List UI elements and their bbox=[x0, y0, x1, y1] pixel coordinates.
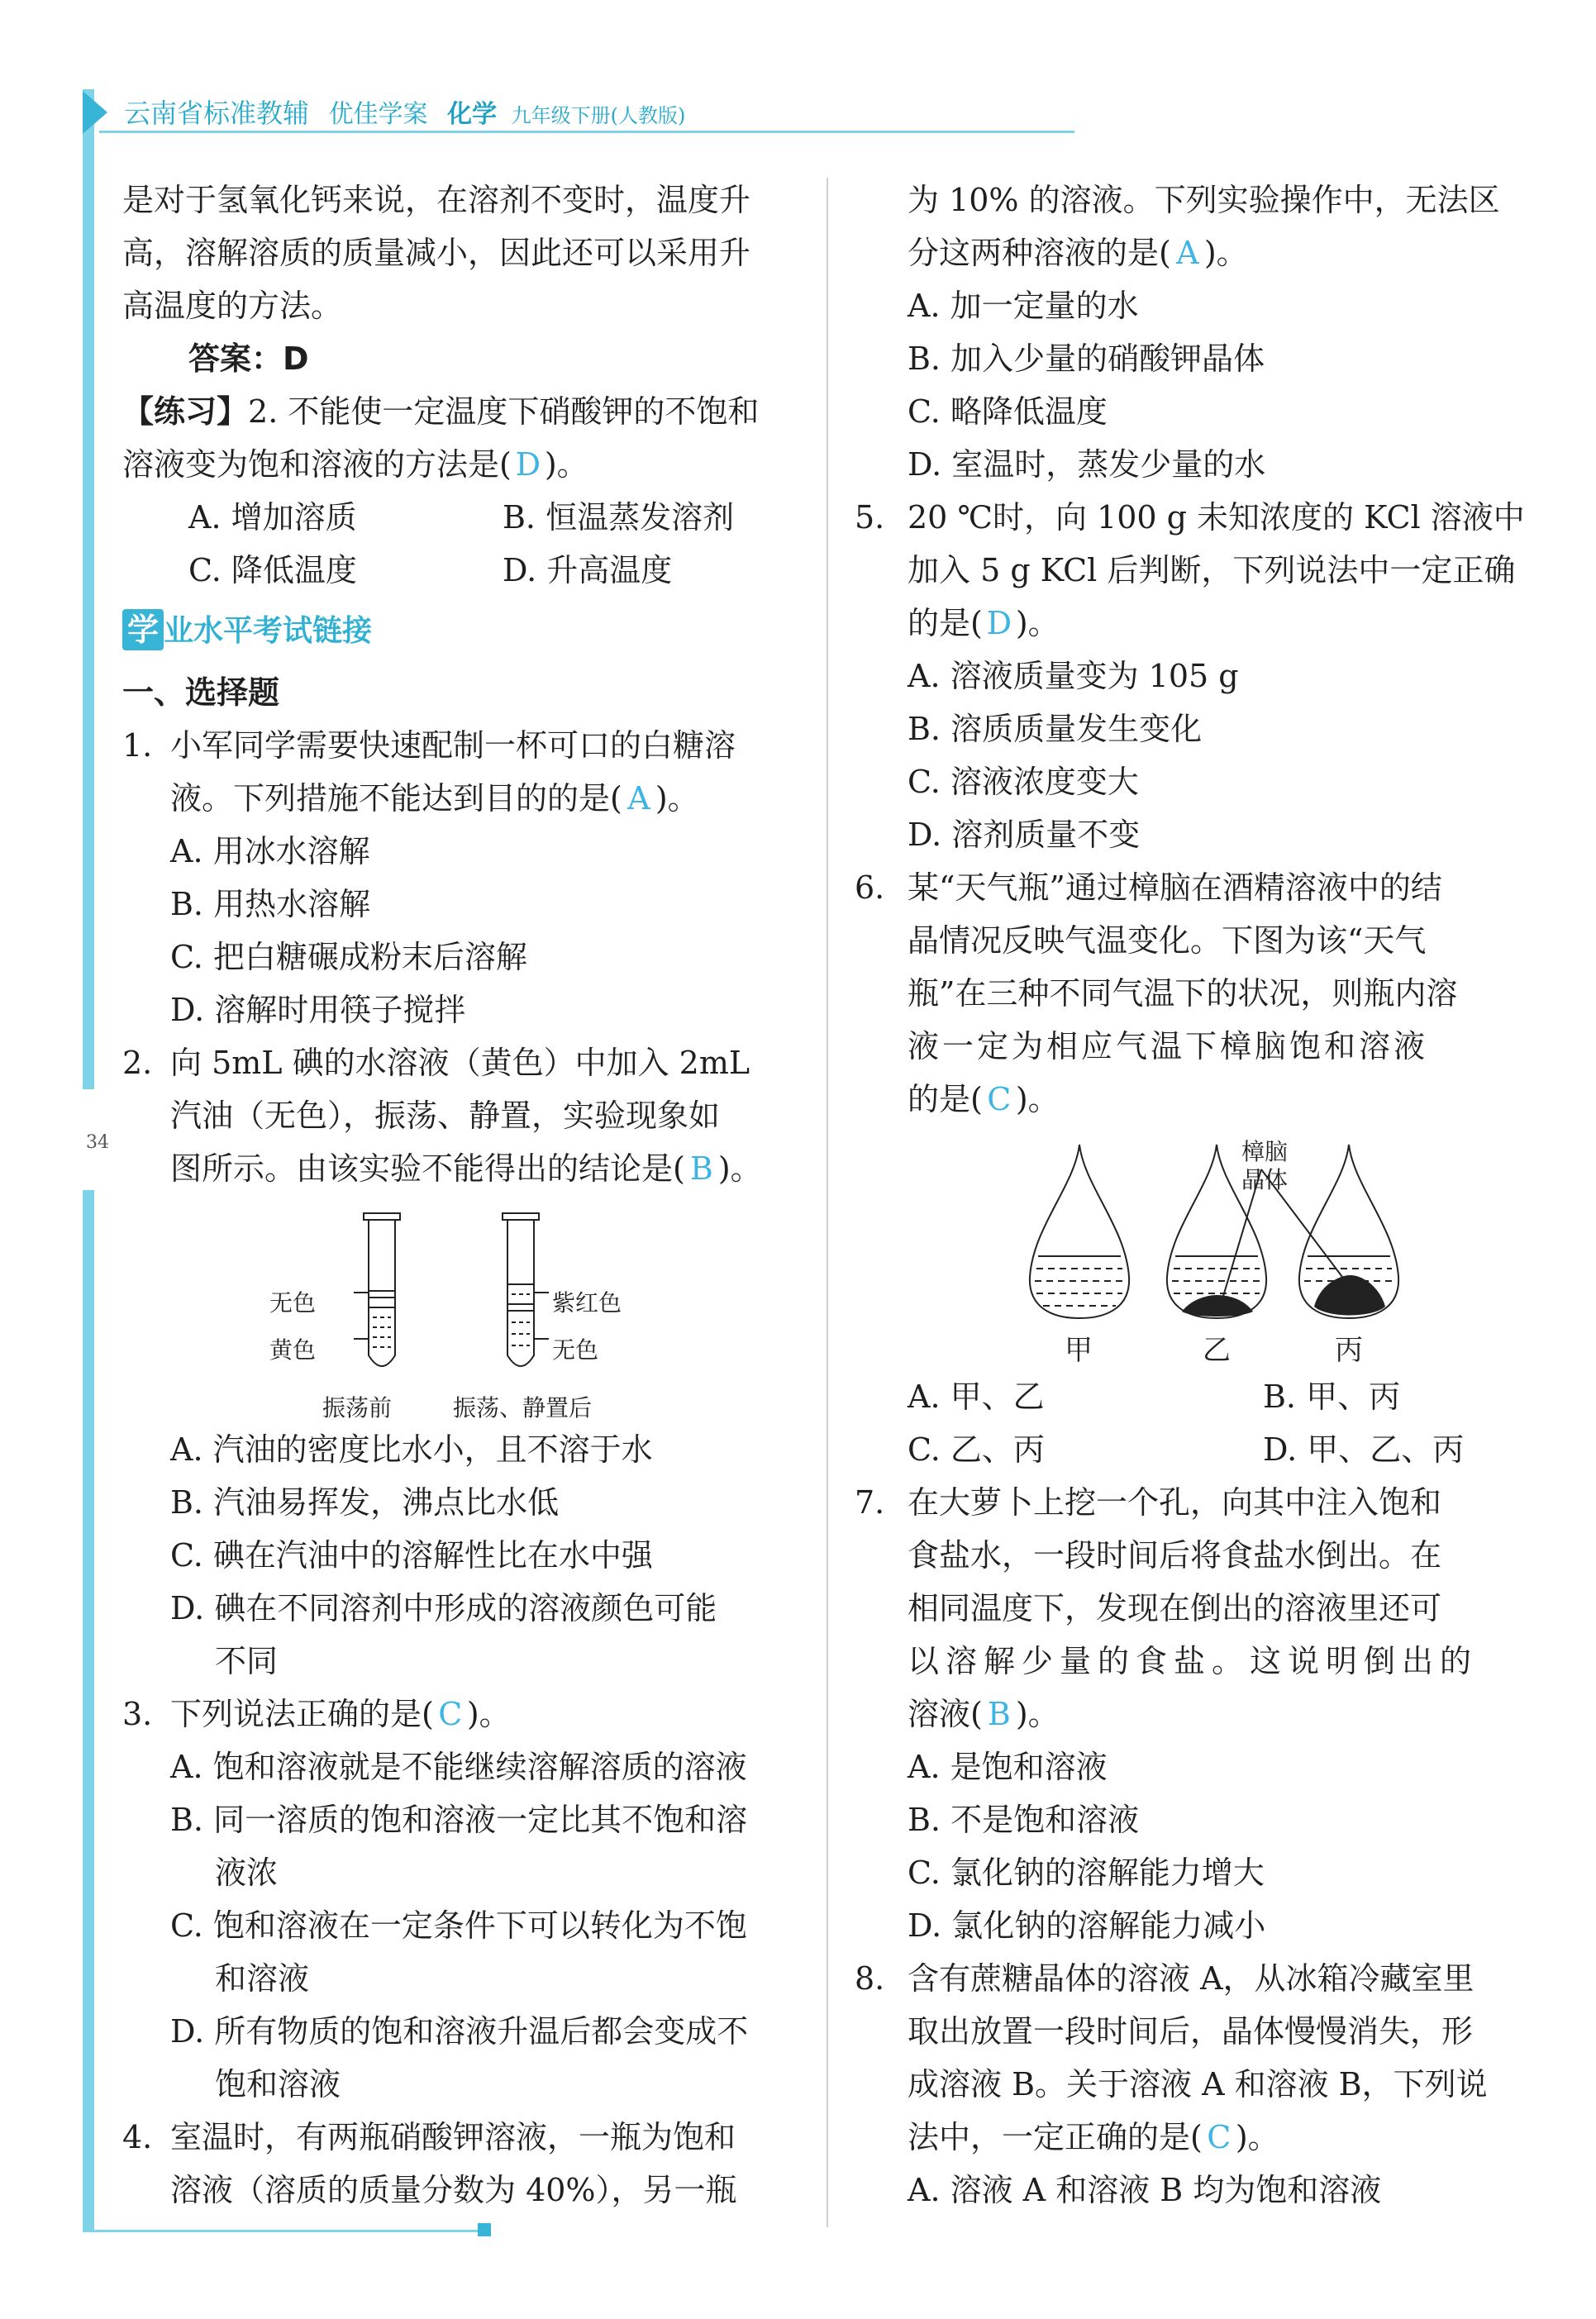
q4-answer: A bbox=[1176, 235, 1199, 271]
q3-option-b-cont: 液浓 bbox=[215, 1855, 279, 1891]
q6-line-1: 某“天气瓶”通过樟脑在酒精溶液中的结 bbox=[908, 869, 1442, 906]
q2-option-d-cont: 不同 bbox=[215, 1643, 279, 1679]
q1-answer: A bbox=[627, 780, 650, 817]
q8-answer: C bbox=[1207, 2119, 1232, 2155]
q4-option-d: D. 室温时，蒸发少量的水 bbox=[908, 446, 1266, 483]
crystal-label-2: 晶体 bbox=[1241, 1166, 1289, 1193]
header-book: 优佳学案 bbox=[328, 100, 428, 129]
q8-option-a: A. 溶液 A 和溶液 B 均为饱和溶液 bbox=[908, 2172, 1382, 2208]
q2-stem: 图所示。由该实验不能得出的结论是( bbox=[170, 1150, 685, 1187]
q2-line-1: 向 5mL 碘的水溶液（黄色）中加入 2mL bbox=[170, 1045, 750, 1081]
q7-number: 7. bbox=[855, 1484, 885, 1521]
q7-line-2: 食盐水，一段时间后将食盐水倒出。在 bbox=[908, 1537, 1442, 1574]
q6-stem: 的是( bbox=[908, 1081, 983, 1117]
q4-cont-line-2 bbox=[908, 226, 1248, 279]
q4-cont-line-1: 为 10% 的溶液。下列实验操作中，无法区 bbox=[908, 182, 1500, 218]
answer-line: 答案：D bbox=[188, 340, 309, 377]
q8-stem: 法中，一定正确的是( bbox=[908, 2119, 1203, 2155]
tube-before bbox=[354, 1213, 400, 1366]
q3-option-b: B. 同一溶质的饱和溶液一定比其不饱和溶 bbox=[170, 1802, 748, 1838]
q5-answer: D bbox=[986, 605, 1012, 641]
intro-line-2: 高，溶解溶质的质量减小，因此还可以采用升 bbox=[122, 235, 751, 271]
footer-marker bbox=[478, 2223, 491, 2236]
q2-line-3 bbox=[170, 1142, 762, 1195]
section-heading: 一、选择题 bbox=[122, 674, 280, 711]
q1-option-a: A. 用冰水溶解 bbox=[170, 833, 370, 869]
q3-stem-end: )。 bbox=[466, 1696, 511, 1732]
weather-bottle-figure bbox=[1017, 1136, 1413, 1335]
tube1-top-label: 无色 bbox=[269, 1289, 317, 1317]
q5-line-1: 20 ℃时，向 100 g 未知浓度的 KCl 溶液中 bbox=[908, 499, 1525, 536]
practice-option-c: C. 降低温度 bbox=[188, 552, 357, 588]
q1-option-c: C. 把白糖碾成粉末后溶解 bbox=[170, 939, 527, 975]
practice-stem-end: )。 bbox=[544, 446, 588, 483]
q7-option-b: B. 不是饱和溶液 bbox=[908, 1802, 1140, 1838]
q4-stem: 分这两种溶液的是( bbox=[908, 235, 1171, 271]
q6-option-d: D. 甲、乙、丙 bbox=[1263, 1431, 1465, 1468]
q3-option-a: A. 饱和溶液就是不能继续溶解溶质的溶液 bbox=[170, 1749, 747, 1785]
q6-stem-end: )。 bbox=[1015, 1081, 1060, 1117]
q7-option-d: D. 氯化钠的溶解能力减小 bbox=[908, 1907, 1266, 1944]
footer-rule bbox=[83, 2230, 479, 2232]
page-number: 34 bbox=[86, 1132, 109, 1153]
header-rule bbox=[99, 131, 1074, 133]
tube2-bottom-label: 无色 bbox=[552, 1336, 599, 1364]
q7-line-1: 在大萝卜上挖一个孔，向其中注入饱和 bbox=[908, 1484, 1442, 1521]
flask-label-bing: 丙 bbox=[1335, 1334, 1363, 1367]
q7-answer: B bbox=[987, 1696, 1011, 1732]
tube2-top-label: 紫红色 bbox=[552, 1289, 622, 1317]
q6-number: 6. bbox=[855, 869, 885, 906]
q6-line-2: 晶情况反映气温变化。下图为该“天气 bbox=[908, 922, 1427, 959]
q6-line-5 bbox=[908, 1073, 1060, 1126]
tube1-bottom-label: 黄色 bbox=[269, 1336, 317, 1364]
q8-number: 8. bbox=[855, 1960, 885, 1997]
practice-option-a: A. 增加溶质 bbox=[188, 499, 357, 536]
q8-line-4 bbox=[908, 2111, 1279, 2164]
q8-line-3: 成溶液 B。关于溶液 A 和溶液 B，下列说 bbox=[908, 2066, 1488, 2102]
flask-label-jia: 甲 bbox=[1065, 1334, 1093, 1367]
q1-option-b: B. 用热水溶解 bbox=[170, 886, 371, 922]
section-title: 业水平考试链接 bbox=[164, 614, 373, 648]
q8-line-1: 含有蔗糖晶体的溶液 A，从冰箱冷藏室里 bbox=[908, 1960, 1475, 1997]
q3-option-c: C. 饱和溶液在一定条件下可以转化为不饱 bbox=[170, 1907, 747, 1944]
practice-option-d: D. 升高温度 bbox=[503, 552, 673, 588]
q5-stem: 的是( bbox=[908, 605, 983, 641]
header-series: 云南省标准教辅 bbox=[124, 98, 310, 129]
left-margin-bar-bottom bbox=[83, 1190, 94, 2231]
q6-line-4: 液一定为相应气温下樟脑饱和溶液 bbox=[908, 1028, 1429, 1064]
practice-text: 2. 不能使一定温度下硝酸钾的不饱和 bbox=[248, 393, 760, 430]
q7-option-a: A. 是饱和溶液 bbox=[908, 1749, 1108, 1785]
right-column bbox=[851, 174, 1579, 2223]
q8-stem-end: )。 bbox=[1235, 2119, 1279, 2155]
q3-option-d-cont: 饱和溶液 bbox=[215, 2066, 341, 2102]
q5-line-3 bbox=[908, 597, 1060, 650]
intro-line-1: 是对于氢氧化钙来说，在溶剂不变时，温度升 bbox=[122, 182, 751, 218]
tube2-caption: 振荡、静置后 bbox=[453, 1394, 593, 1421]
q2-option-d: D. 碘在不同溶剂中形成的溶液颜色可能 bbox=[170, 1590, 717, 1626]
q3-option-d: D. 所有物质的饱和溶液升温后都会变成不 bbox=[170, 2013, 749, 2050]
left-margin-bar-top bbox=[83, 89, 94, 1089]
tube-after bbox=[503, 1213, 549, 1366]
q3-option-c-cont: 和溶液 bbox=[215, 1960, 310, 1997]
q2-option-a: A. 汽油的密度比水小，且不溶于水 bbox=[170, 1431, 653, 1468]
intro-line-3: 高温度的方法。 bbox=[122, 288, 343, 324]
practice-line-2 bbox=[122, 438, 588, 491]
q7-line-4: 以溶解少量的食盐。这说明倒出的 bbox=[908, 1643, 1479, 1679]
q1-number: 1. bbox=[122, 727, 153, 764]
q2-number: 2. bbox=[122, 1045, 153, 1081]
q5-number: 5. bbox=[855, 499, 885, 536]
q2-answer: B bbox=[689, 1150, 713, 1187]
q5-option-d: D. 溶剂质量不变 bbox=[908, 817, 1141, 853]
q3-stem: 下列说法正确的是( bbox=[170, 1696, 434, 1732]
practice-answer: D bbox=[515, 446, 541, 483]
q2-stem-end: )。 bbox=[717, 1150, 762, 1187]
header-subject: 化学 bbox=[447, 100, 498, 129]
q8-line-2: 取出放置一段时间后，晶体慢慢消失，形 bbox=[908, 2013, 1474, 2050]
q6-option-b: B. 甲、丙 bbox=[1263, 1379, 1401, 1415]
column-divider bbox=[827, 178, 828, 2227]
header-arrow bbox=[83, 91, 107, 134]
q3-answer: C bbox=[438, 1696, 463, 1732]
q5-line-2: 加入 5 g KCl 后判断，下列说法中一定正确 bbox=[908, 552, 1516, 588]
crystal-label-1: 樟脑 bbox=[1241, 1138, 1289, 1165]
practice-stem: 溶液变为饱和溶液的方法是( bbox=[122, 446, 512, 483]
q7-stem: 溶液( bbox=[908, 1696, 983, 1732]
q4-line-2: 溶液（溶质的质量分数为 40%），另一瓶 bbox=[170, 2172, 737, 2208]
q6-option-c: C. 乙、丙 bbox=[908, 1431, 1045, 1468]
section-badge: 学 bbox=[122, 609, 164, 650]
q1-line-2 bbox=[170, 772, 699, 825]
crystal-yi bbox=[1182, 1295, 1253, 1317]
q7-stem-end: )。 bbox=[1015, 1696, 1060, 1732]
q4-option-c: C. 略降低温度 bbox=[908, 393, 1108, 430]
section-header bbox=[122, 603, 372, 658]
q5-stem-end: )。 bbox=[1015, 605, 1060, 641]
q6-option-a: A. 甲、乙 bbox=[908, 1379, 1045, 1415]
q1-line-1: 小军同学需要快速配制一杯可口的白糖溶 bbox=[170, 727, 736, 764]
q5-option-b: B. 溶质质量发生变化 bbox=[908, 711, 1203, 747]
q4-option-b: B. 加入少量的硝酸钾晶体 bbox=[908, 340, 1265, 377]
q2-option-c: C. 碘在汽油中的溶解性比在水中强 bbox=[170, 1537, 653, 1574]
q4-line-1: 室温时，有两瓶硝酸钾溶液，一瓶为饱和 bbox=[170, 2119, 736, 2155]
q2-line-2: 汽油（无色），振荡、静置，实验现象如 bbox=[170, 1098, 721, 1134]
q6-answer: C bbox=[987, 1081, 1012, 1117]
q4-number: 4. bbox=[122, 2119, 153, 2155]
page-header bbox=[124, 93, 685, 131]
tube1-caption: 振荡前 bbox=[322, 1394, 393, 1421]
q5-option-c: C. 溶液浓度变大 bbox=[908, 764, 1139, 800]
q4-stem-end: )。 bbox=[1203, 235, 1248, 271]
q1-option-d: D. 溶解时用筷子搅拌 bbox=[170, 992, 466, 1028]
q4-option-a: A. 加一定量的水 bbox=[908, 288, 1139, 324]
q3-line bbox=[170, 1688, 511, 1740]
flask-label-yi: 乙 bbox=[1203, 1334, 1231, 1367]
q3-number: 3. bbox=[122, 1696, 153, 1732]
practice-line-1 bbox=[122, 385, 759, 438]
q7-line-3: 相同温度下，发现在倒出的溶液里还可 bbox=[908, 1590, 1442, 1626]
q7-option-c: C. 氯化钠的溶解能力增大 bbox=[908, 1855, 1265, 1891]
header-grade: 九年级下册(人教版) bbox=[511, 104, 686, 127]
q2-option-b: B. 汽油易挥发，沸点比水低 bbox=[170, 1484, 560, 1521]
q6-line-3: 瓶”在三种不同气温下的状况，则瓶内溶 bbox=[908, 975, 1458, 1012]
left-column bbox=[122, 174, 800, 2223]
q5-option-a: A. 溶液质量变为 105 g bbox=[908, 658, 1239, 694]
q1-stem-end: )。 bbox=[655, 780, 699, 817]
q7-line-5 bbox=[908, 1688, 1060, 1740]
q1-stem: 液。下列措施不能达到目的的是( bbox=[170, 780, 622, 817]
practice-option-b: B. 恒温蒸发溶剂 bbox=[503, 499, 735, 536]
practice-tag: 【练习】 bbox=[122, 393, 249, 430]
bottle-jia bbox=[1030, 1145, 1129, 1318]
